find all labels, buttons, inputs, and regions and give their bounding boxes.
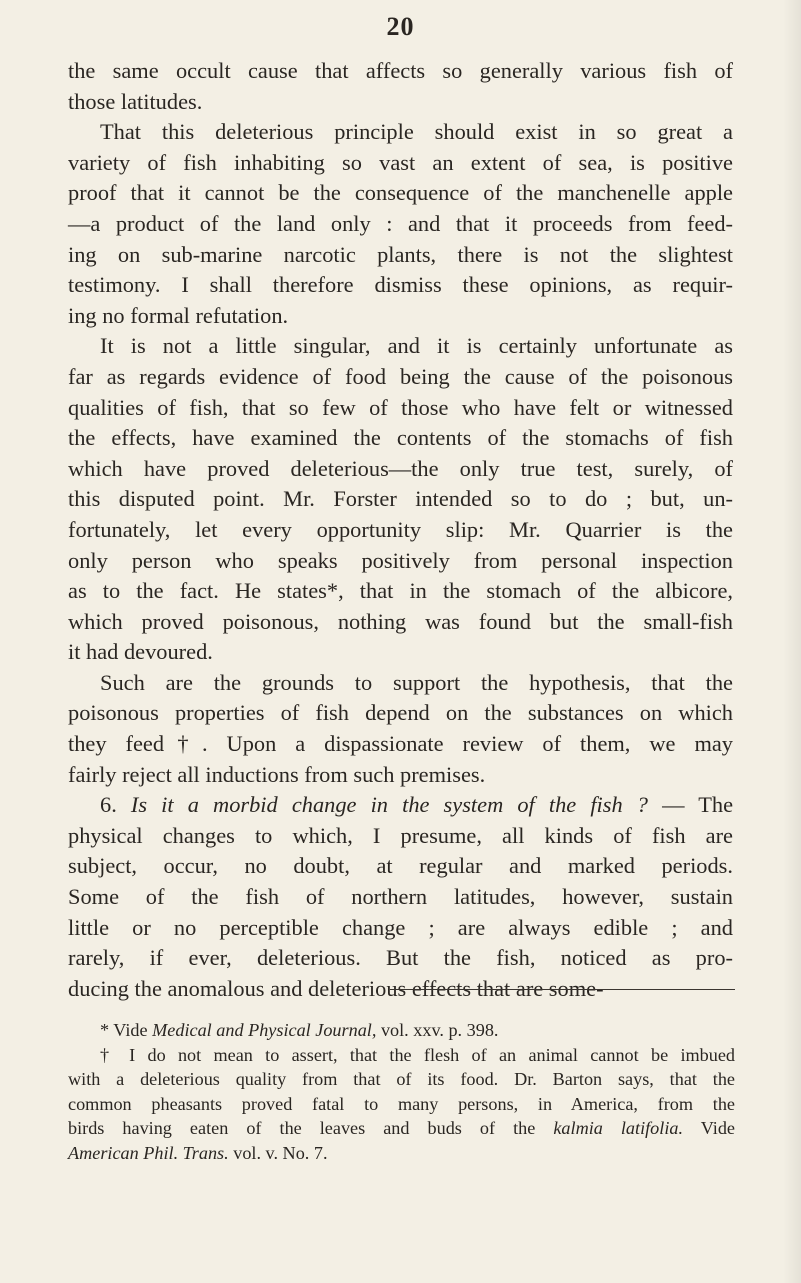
body-text-line: the same occult cause that affects so generally various fish of bbox=[68, 58, 733, 83]
body-text-line: It is not a little singular, and it is certainly unfortunate as bbox=[100, 333, 733, 359]
body-text-line: the effects, have examined the contents of the stomachs of fish bbox=[68, 425, 733, 451]
body-text-line: Some of the fish of northern latitudes, however, sustain bbox=[68, 884, 733, 910]
body-text-line: testimony. I shall therefore dismiss these opinions, as requir- bbox=[68, 272, 733, 298]
body-text-line: ducing the anomalous and deleterious effects that are some- bbox=[68, 975, 604, 1001]
body-text-line: ing on sub-marine narcotic plants, there is not the slightest bbox=[68, 241, 733, 267]
body-text-line: subject, occur, no doubt, at regular and marked periods. bbox=[68, 853, 733, 879]
body-text-line: Such are the grounds to support the hypothesis, that the bbox=[100, 669, 733, 695]
body-text-line: it had devoured. bbox=[68, 639, 213, 665]
footnote-line: with a deleterious quality from that of its food. Dr. Barton says, that the bbox=[68, 1069, 735, 1089]
body-text-line: 6. Is it a morbid change in the system of the fish ? — The bbox=[100, 792, 734, 818]
body-text-line: physical changes to which, I presume, all kinds of fish are bbox=[68, 822, 733, 848]
footnote-line: birds having eaten of the leaves and buds of the kalmia latifolia. Vide bbox=[68, 1118, 735, 1138]
body-text-line: proof that it cannot be the consequence of the manchenelle apple bbox=[68, 180, 733, 206]
footnote-divider bbox=[390, 989, 735, 990]
body-text-line: qualities of fish, that so few of those who have felt or witnessed bbox=[68, 394, 733, 420]
body-text-line: far as regards evidence of food being the cause of the poisonous bbox=[68, 363, 733, 389]
body-text-line: only person who speaks positively from personal inspection bbox=[68, 547, 733, 573]
footnote-line: common pheasants proved fatal to many persons, in America, from the bbox=[68, 1093, 735, 1114]
body-text-line: those latitudes. bbox=[68, 88, 203, 114]
footnotes bbox=[68, 1018, 735, 1165]
body-text-line: as to the fact. He states*, that in the stomach of the albicore, bbox=[68, 578, 733, 604]
body-text-line: they feed†. Upon a dispassionate review of them, we may bbox=[68, 731, 733, 757]
body-text-line: which proved poisonous, nothing was found but the small-fish bbox=[68, 608, 733, 634]
body-text-line: —a product of the land only : and that it proceeds from feed- bbox=[68, 210, 733, 236]
footnote-line: * Vide Medical and Physical Journal, vol. xxv. p. 398. bbox=[100, 1020, 499, 1040]
page-number: 20 bbox=[386, 12, 415, 41]
body-text-line: That this deleterious principle should exist in so great a bbox=[100, 119, 733, 145]
body-text-line: fairly reject all inductions from such premises. bbox=[68, 761, 486, 787]
body-text-line: which have proved deleterious—the only true test, surely, of bbox=[68, 455, 733, 481]
footnote-line: American Phil. Trans. vol. v. No. 7. bbox=[68, 1142, 328, 1163]
body-text-line: ing no formal refutation. bbox=[68, 302, 289, 328]
body-text-line: fortunately, let every opportunity slip: Mr. Quarrier is the bbox=[68, 516, 733, 542]
body-text-line: variety of fish inhabiting so vast an extent of sea, is positive bbox=[68, 149, 733, 175]
body-text-line: poisonous properties of fish depend on the substances on which bbox=[68, 700, 733, 726]
body-text-line: little or no perceptible change ; are always edible ; and bbox=[68, 914, 733, 940]
body-text bbox=[68, 56, 733, 1004]
body-text-line: this disputed point. Mr. Forster intended so to do ; but, un- bbox=[68, 486, 733, 512]
body-text-line: rarely, if ever, deleterious. But the fish, noticed as pro- bbox=[68, 945, 733, 971]
footnote-line: † I do not mean to assert, that the flesh of an animal cannot be imbued bbox=[100, 1044, 735, 1065]
page-edge-shadow bbox=[783, 0, 801, 1283]
